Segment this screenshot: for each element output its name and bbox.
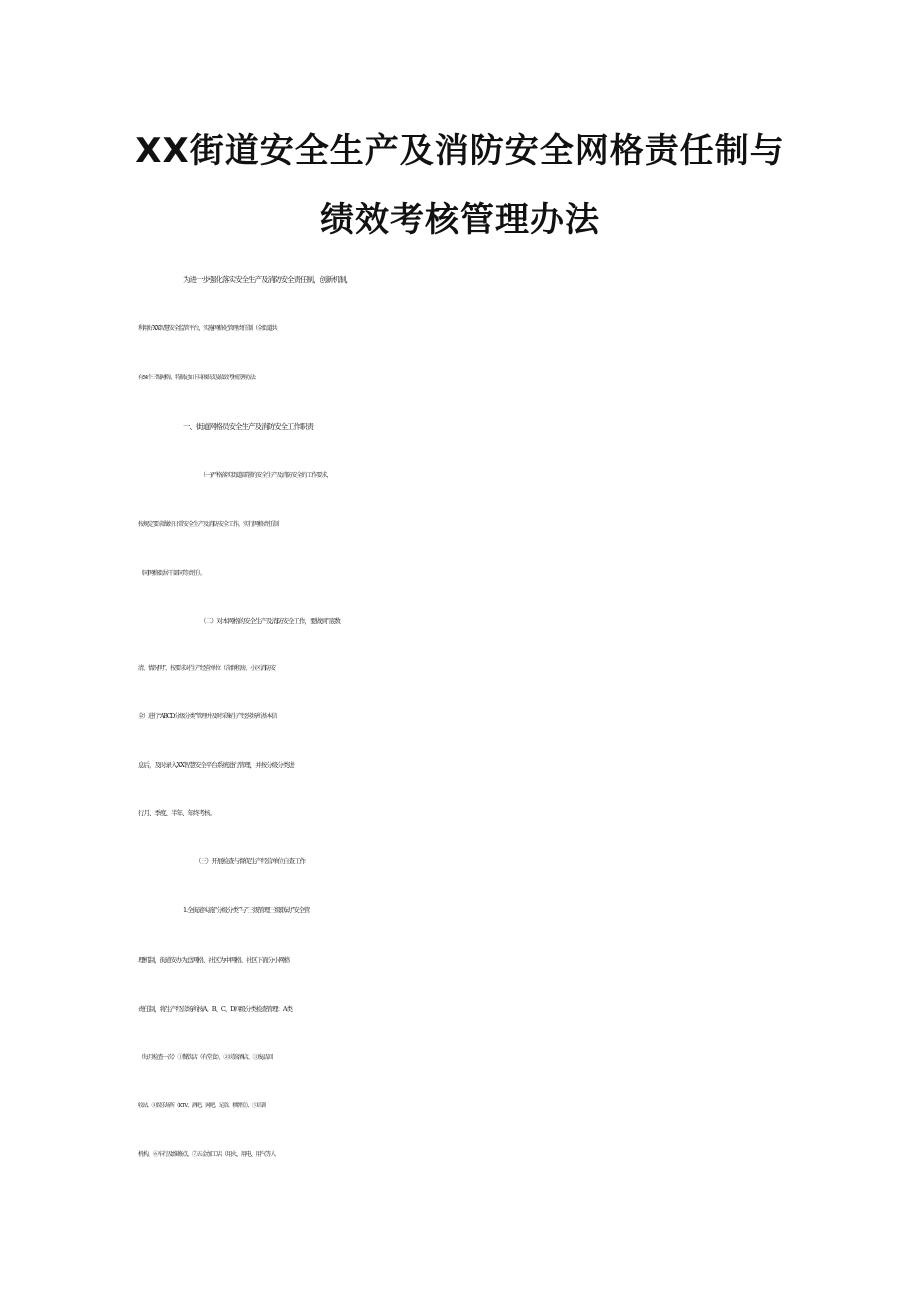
document-title-line-2: 绩效考核管理办法 <box>320 200 600 240</box>
paragraph-intro-line-1: 为进一步强化落实安全生产及消防安全责任制，创新机制， <box>183 275 352 284</box>
paragraph-intro-line-2: 利用好XX智慧安全监管平台，实施网格化管理责任制（全街道共 <box>138 325 277 332</box>
item-2-line-1: （二）对本网格的安全生产及消防安全工作，要做到“底数 <box>200 617 340 625</box>
item-3-heading: （三）开展检查与督促生产经营单位自查工作 <box>195 857 305 865</box>
item-2-line-3: 全）进行“ABCD分级分类”管理并及时采集生产经营场所基本信 <box>138 713 277 720</box>
subitem-1-line-6: 机构、⑥车行及维修点、⑦五金加工店（用火、用电、用气等人 <box>138 1151 276 1158</box>
item-2-line-5: 行月、季度、半年、年终考核。 <box>138 809 215 817</box>
paragraph-intro-line-3: 有54个三级网格），特制定如下具体职责及绩效考核管理办法： <box>138 375 259 381</box>
subitem-1-line-4: （每月检查一次）①餐饮店（有堂食）、②宾馆酒店、③废品回 <box>138 1054 273 1061</box>
document-title-line-1: XX街道安全生产及消防安全网格责任制与 <box>135 131 785 171</box>
item-1-line-3: （同网格街居干部同等责任）。 <box>138 570 206 577</box>
item-1-line-2: 按规定要求做好日常安全生产及消防安全工作，实行网格责任制 <box>138 521 279 528</box>
subitem-1-line-2: 理机制，街道安办为总网格、社区为中网格、社区下面分小网格 <box>138 956 290 964</box>
subitem-1-line-1: 1.全街道实施“分级分类”与“三级管理三级联动”安全管 <box>183 906 310 914</box>
subitem-1-line-3: 责任制，将生产经营场所按A、B、C、D四级分类检查管理：A类 <box>138 1005 292 1013</box>
subitem-1-line-5: 收站、④娱乐场所（KTV、酒吧、网吧、足浴、棋牌室）、⑤培训 <box>138 1103 266 1109</box>
item-1-line-1: （一)严格落实街道部署的安全生产及消防安全的工作要求， <box>200 472 332 479</box>
item-2-line-4: 息后，及时录入XX智慧安全平台系统进行管理，并按分级分类进 <box>138 761 294 769</box>
item-2-line-2: 清、情况明”，按要求对生产经营单位（含群租房、小区消防安 <box>138 665 276 672</box>
section-heading-1: 一、街道网格员安全生产及消防安全工作职责 <box>183 422 313 431</box>
